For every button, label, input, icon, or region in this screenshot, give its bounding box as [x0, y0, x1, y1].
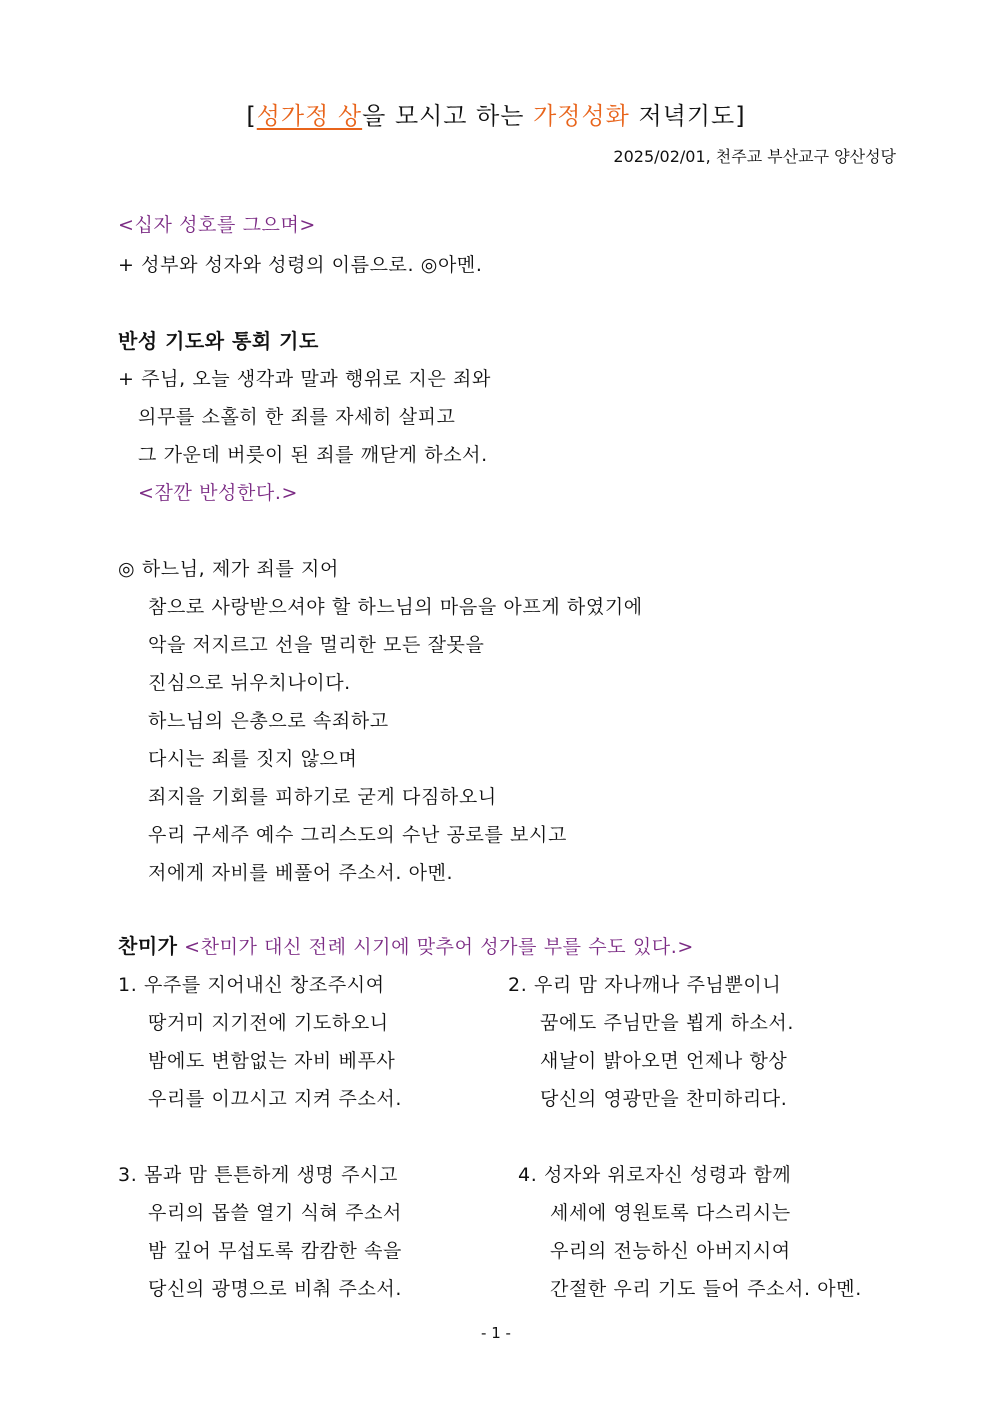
title-middle: 을 모시고 하는 — [362, 102, 534, 130]
examination-line: 그 가운데 버릇이 된 죄를 깨닫게 하소서. — [138, 444, 488, 466]
contrition-line: 진심으로 뉘우치나이다. — [148, 672, 351, 694]
hymn-heading-row — [118, 930, 694, 959]
hymn-verse-1-line: 땅거미 지기전에 기도하오니 — [148, 1012, 389, 1034]
hymn-verse-2-line: 2. 우리 맘 자나깨나 주님뿐이니 — [508, 974, 782, 996]
hymn-verse-4-line: 간절한 우리 기도 들어 주소서. 아멘. — [550, 1278, 862, 1300]
sign-of-cross-rubric: <십자 성호를 그으며> — [118, 214, 316, 236]
contrition-line: 죄지을 기회를 피하기로 굳게 다짐하오니 — [148, 786, 497, 808]
contrition-line: 다시는 죄를 짓지 않으며 — [148, 748, 358, 770]
page-number: - 1 - — [481, 1324, 511, 1342]
sign-of-cross-text: + 성부와 성자와 성령의 이름으로. ◎아멘. — [118, 254, 483, 276]
title-bracket-close: ] — [735, 102, 746, 130]
hymn-verse-4-line: 세세에 영원토록 다스리시는 — [550, 1202, 791, 1224]
contrition-line: ◎ 하느님, 제가 죄를 지어 — [118, 558, 339, 580]
title-holy-family-statue: 성가정 상 — [256, 102, 363, 130]
hymn-heading: 찬미가 — [118, 934, 178, 958]
hymn-verse-4-line: 우리의 전능하신 아버지시여 — [550, 1240, 791, 1262]
hymn-verse-3-line: 3. 몸과 맘 튼튼하게 생명 주시고 — [118, 1164, 398, 1186]
contrition-line: 참으로 사랑받으셔야 할 하느님의 마음을 아프게 하였기에 — [148, 596, 643, 618]
contrition-line: 우리 구세주 예수 그리스도의 수난 공로를 보시고 — [148, 824, 567, 846]
hymn-verse-3-line: 우리의 몹쓸 열기 식혀 주소서 — [148, 1202, 403, 1224]
examination-heading: 반성 기도와 통회 기도 — [118, 329, 319, 353]
hymn-verse-2-line: 새날이 밝아오면 언제나 항상 — [540, 1050, 788, 1072]
hymn-rubric: <찬미가 대신 전례 시기에 맞추어 성가를 부를 수도 있다.> — [184, 936, 694, 958]
hymn-verse-2-line: 꿈에도 주님만을 뵙게 하소서. — [540, 1012, 795, 1034]
hymn-verse-2-line: 당신의 영광만을 찬미하리다. — [540, 1088, 788, 1110]
hymn-verse-3-line: 밤 깊어 무섭도록 캄캄한 속을 — [148, 1240, 403, 1262]
contrition-line: 악을 저지르고 선을 멀리한 모든 잘못을 — [148, 634, 485, 656]
document-title — [0, 96, 992, 131]
document-subtitle: 2025/02/01, 천주교 부산교구 양산성당 — [613, 147, 896, 166]
hymn-verse-3-line: 당신의 광명으로 비춰 주소서. — [148, 1278, 403, 1300]
examination-line: + 주님, 오늘 생각과 말과 행위로 지은 죄와 — [118, 368, 491, 390]
contrition-line: 하느님의 은총으로 속죄하고 — [148, 710, 389, 732]
hymn-verse-1-line: 밤에도 변함없는 자비 베푸사 — [148, 1050, 396, 1072]
examination-line: 의무를 소홀히 한 죄를 자세히 살피고 — [138, 406, 456, 428]
examination-rubric: <잠깐 반성한다.> — [138, 482, 299, 504]
contrition-line: 저에게 자비를 베풀어 주소서. 아멘. — [148, 862, 454, 884]
hymn-verse-1-line: 1. 우주를 지어내신 창조주시여 — [118, 974, 385, 996]
title-evening-prayer: 저녁기도 — [629, 102, 736, 130]
hymn-verse-1-line: 우리를 이끄시고 지켜 주소서. — [148, 1088, 403, 1110]
title-bracket-open: [ — [246, 102, 257, 130]
title-home-enthronement: 가정성화 — [533, 102, 630, 130]
hymn-verse-4-line: 4. 성자와 위로자신 성령과 함께 — [518, 1164, 792, 1186]
